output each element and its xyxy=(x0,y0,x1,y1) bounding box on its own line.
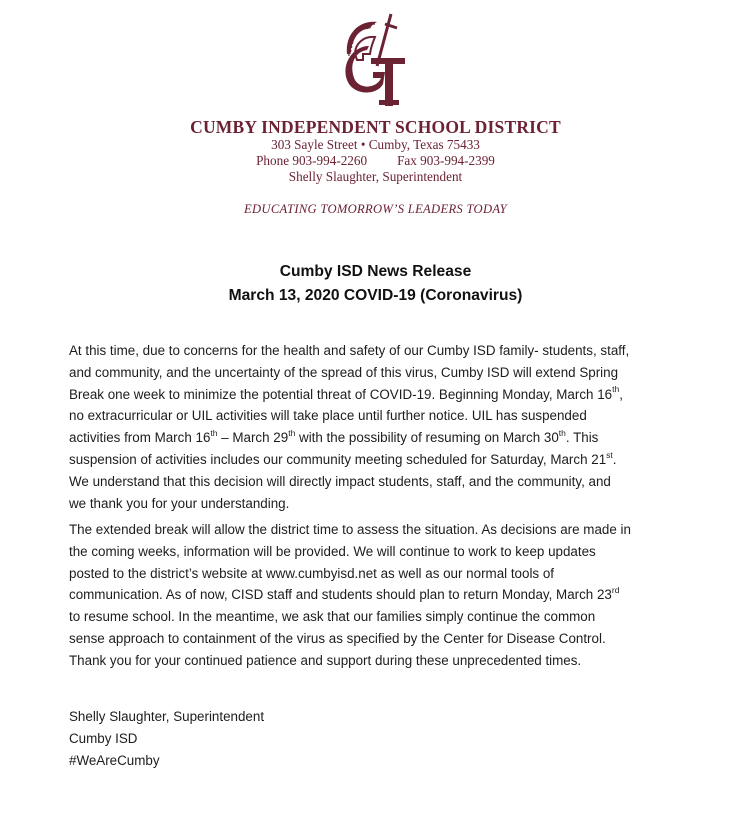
signature-block xyxy=(69,706,264,771)
district-fax: Fax 903-994-2399 xyxy=(397,153,495,168)
paragraph-line: posted to the district’s website at www.cumbyisd.net as well as our normal tools of xyxy=(69,565,555,581)
body-paragraph-1 xyxy=(69,340,699,514)
district-address: 303 Sayle Street • Cumby, Texas 75433 xyxy=(271,137,480,152)
paragraph-line: suspension of activities includes our community meeting scheduled for Saturday, March 21st. xyxy=(69,449,617,467)
spartan-helmet-logo-icon xyxy=(333,10,417,110)
paragraph-line: sense approach to containment of the virus as specified by the Center for Disease Control. xyxy=(69,630,606,646)
district-contact-line xyxy=(0,153,751,169)
release-title: Cumby ISD News Release xyxy=(279,263,472,280)
release-subtitle: March 13, 2020 COVID-19 (Coronavirus) xyxy=(228,287,523,304)
paragraph-line: We understand that this decision will directly impact students, staff, and the community, and xyxy=(69,473,611,489)
district-phone: Phone 903-994-2260 xyxy=(256,153,368,168)
paragraph-line: activities from March 16th – March 29th with the possibility of resuming on March 30th. This xyxy=(69,427,599,446)
paragraph-line: we thank you for your understanding. xyxy=(69,495,290,511)
paragraph-line: and community, and the uncertainty of the spread of this virus, Cumby ISD will extend Spring xyxy=(69,364,619,380)
paragraph-line: At this time, due to concerns for the health and safety of our Cumby ISD family- students, staff, xyxy=(69,343,630,358)
district-motto: EDUCATING TOMORROW’S LEADERS TODAY xyxy=(244,202,507,216)
paragraph-line: Thank you for your continued patience and support during these unprecedented times. xyxy=(69,652,582,668)
paragraph-line: to resume school. In the meantime, we ask that our families simply continue the common xyxy=(69,609,596,625)
paragraph-line: communication. As of now, CISD staff and students should plan to return Monday, March 23rd xyxy=(69,584,620,603)
district-name: CUMBY INDEPENDENT SCHOOL DISTRICT xyxy=(190,117,561,137)
signature-name: Shelly Slaughter, Superintendent xyxy=(69,709,265,724)
paragraph-line: The extended break will allow the district time to assess the situation. As decisions are made in xyxy=(69,522,631,537)
paragraph-line: no extracurricular or UIL activities will take place until further notice. UIL has suspended xyxy=(69,408,587,424)
letterhead-superintendent: Shelly Slaughter, Superintendent xyxy=(288,169,463,184)
signature-hashtag: #WeAreCumby xyxy=(69,752,160,768)
body-paragraph-2 xyxy=(69,519,699,672)
signature-org: Cumby ISD xyxy=(69,730,138,746)
paragraph-line: the coming weeks, information will be provided. We will continue to work to keep updates xyxy=(69,543,596,559)
paragraph-line: Break one week to minimize the potential threat of COVID-19. Beginning Monday, March 16th, xyxy=(69,384,623,402)
